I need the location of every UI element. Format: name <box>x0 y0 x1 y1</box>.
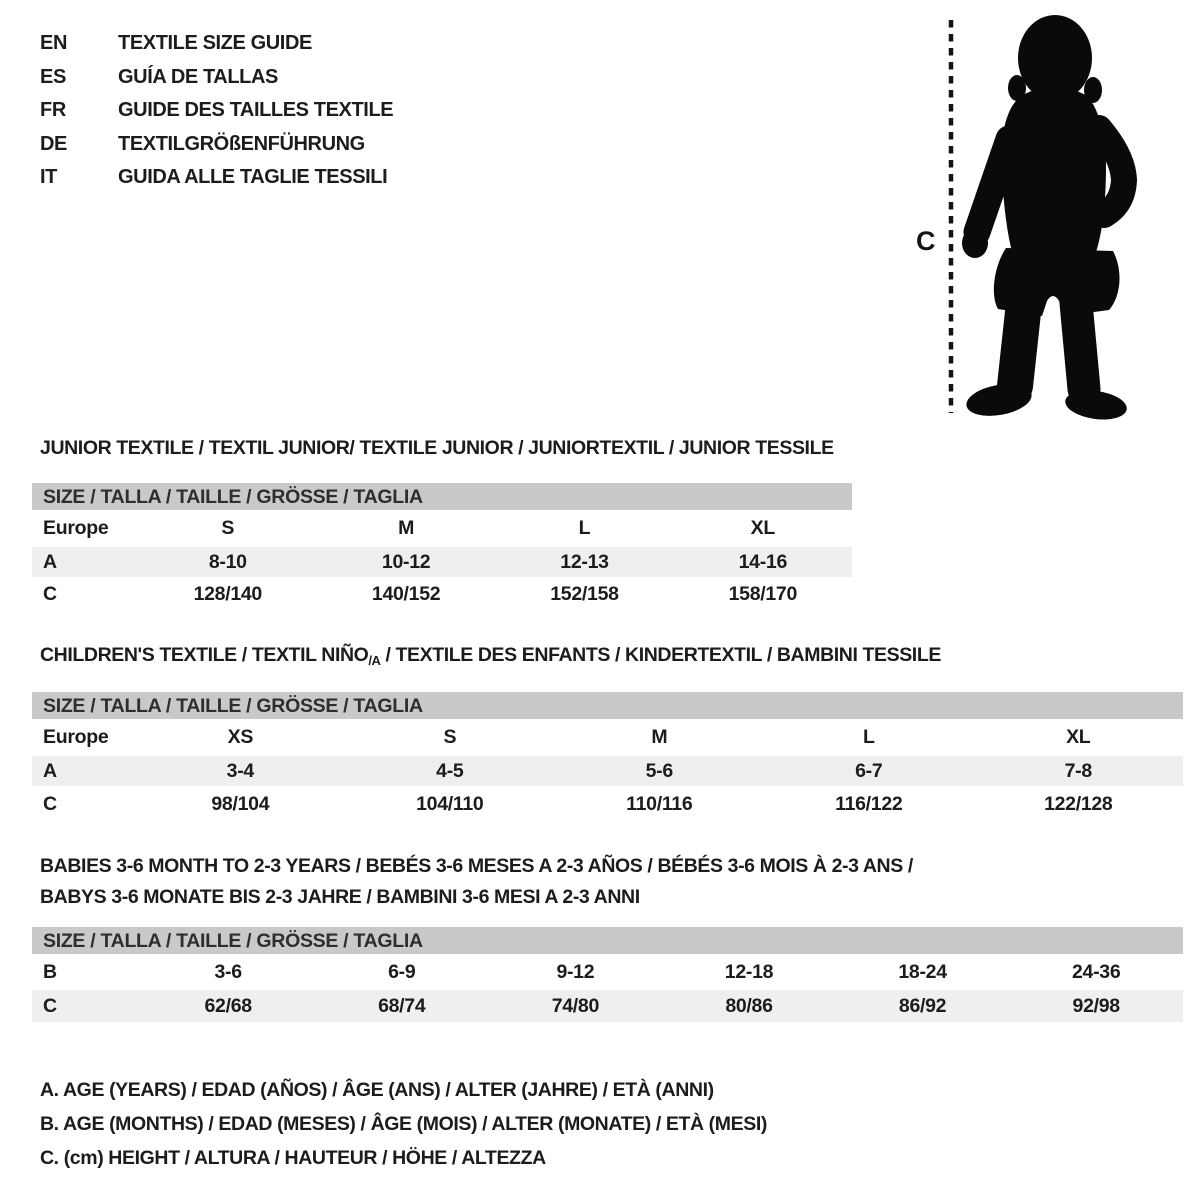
table-cell: 128/140 <box>193 583 262 605</box>
table-cell: 122/128 <box>1044 792 1113 815</box>
size-header-bar: SIZE / TALLA / TAILLE / GRÖSSE / TAGLIA <box>32 483 852 510</box>
table-row-height <box>32 990 1183 1022</box>
language-row-it <box>40 161 393 195</box>
row-label-cell: A <box>43 550 57 573</box>
children-title-pre: CHILDREN'S TEXTILE / TEXTIL NIÑO <box>40 644 369 666</box>
table-cell: 86/92 <box>898 994 947 1017</box>
children-title-post: / TEXTILE DES ENFANTS / KINDERTEXTIL / BAMBINI TESSILE <box>380 644 941 666</box>
language-row-es <box>40 61 393 95</box>
babies-size-table <box>32 927 1183 1022</box>
legend-line-c: C. (cm) HEIGHT / ALTURA / HAUTEUR / HÖHE / ALTEZZA <box>40 1147 546 1169</box>
table-cell: 92/98 <box>1072 994 1120 1017</box>
table-row-age <box>32 547 852 577</box>
language-title: TEXTILE SIZE GUIDE <box>118 32 312 55</box>
table-cell: 10-12 <box>381 550 431 573</box>
language-code: EN <box>40 32 67 55</box>
table-row-height <box>32 786 1183 822</box>
children-section-title <box>40 644 941 668</box>
height-label: C <box>916 226 936 256</box>
row-label-cell: Europe <box>43 517 109 539</box>
height-figure <box>900 8 1190 420</box>
table-cell: 8-10 <box>208 550 247 573</box>
table-cell: 14-16 <box>738 550 787 573</box>
table-cell: 104/110 <box>416 792 484 815</box>
table-cell: L <box>578 517 591 539</box>
table-cell: L <box>862 726 875 748</box>
table-cell: 5-6 <box>645 759 673 782</box>
language-title: GUÍA DE TALLAS <box>118 65 278 88</box>
row-label-cell: C <box>43 994 57 1017</box>
table-cell: 24-36 <box>1072 960 1121 983</box>
table-cell: 6-9 <box>388 960 416 983</box>
table-cell: 12-18 <box>724 960 774 983</box>
table-cell: 9-12 <box>556 960 595 983</box>
language-row-fr <box>40 94 393 128</box>
language-header <box>40 27 393 195</box>
table-cell: 7-8 <box>1064 759 1092 782</box>
legend-line-a: A. AGE (YEARS) / EDAD (AÑOS) / ÂGE (ANS) / ALTER (JAHRE) / ETÀ (ANNI) <box>40 1079 714 1101</box>
table-cell: 74/80 <box>551 994 600 1017</box>
toddler-silhouette-icon <box>962 15 1129 420</box>
language-title: TEXTILGRÖßENFÜHRUNG <box>118 132 365 155</box>
table-cell: 158/170 <box>728 583 798 605</box>
row-label-cell: A <box>43 759 57 782</box>
language-code: ES <box>40 65 66 88</box>
table-cell: 6-7 <box>855 759 883 782</box>
table-cell: M <box>398 517 415 539</box>
babies-section-title <box>40 851 913 913</box>
language-code: IT <box>40 166 57 189</box>
row-label-cell: C <box>43 792 57 815</box>
row-label-cell: C <box>43 583 57 605</box>
table-row-size <box>32 510 852 547</box>
table-cell: 3-4 <box>226 759 254 782</box>
table-cell: 110/116 <box>626 792 693 815</box>
table-cell: XS <box>227 726 254 748</box>
table-cell: 18-24 <box>898 960 947 983</box>
table-cell: 68/74 <box>378 994 426 1017</box>
height-figure-graphic <box>900 8 1190 420</box>
row-label-cell: B <box>43 960 57 983</box>
language-row-de <box>40 128 393 162</box>
row-label-cell: Europe <box>43 726 109 748</box>
table-cell: 152/158 <box>550 583 619 605</box>
size-header-bar: SIZE / TALLA / TAILLE / GRÖSSE / TAGLIA <box>32 927 1183 954</box>
table-cell: 98/104 <box>211 792 270 815</box>
junior-size-table <box>32 483 852 612</box>
language-code: FR <box>40 99 66 122</box>
table-cell: 140/152 <box>371 583 441 605</box>
language-title: GUIDE DES TAILLES TEXTILE <box>118 99 394 122</box>
table-cell: 4-5 <box>436 759 464 782</box>
children-title-subscript: /A <box>368 653 381 668</box>
table-row-height <box>32 577 852 612</box>
junior-section-title: JUNIOR TEXTILE / TEXTIL JUNIOR/ TEXTILE JUNIOR / JUNIORTEXTIL / JUNIOR TESSILE <box>40 437 834 459</box>
legend-line-b: B. AGE (MONTHS) / EDAD (MESES) / ÂGE (MOIS) / ALTER (MONATE) / ETÀ (MESI) <box>40 1113 767 1135</box>
table-cell: 3-6 <box>214 960 242 983</box>
table-row-age-months <box>32 954 1183 990</box>
size-header-bar: SIZE / TALLA / TAILLE / GRÖSSE / TAGLIA <box>32 692 1183 719</box>
table-row-age <box>32 756 1183 786</box>
language-code: DE <box>40 132 67 155</box>
language-row-en <box>40 27 393 61</box>
table-cell: S <box>221 517 235 539</box>
table-cell: 12-13 <box>560 550 609 573</box>
legend <box>40 1073 767 1175</box>
children-size-table <box>32 692 1183 822</box>
table-cell: 62/68 <box>204 994 252 1017</box>
table-row-size <box>32 719 1183 756</box>
table-cell: 116/122 <box>835 792 903 815</box>
table-cell: 80/86 <box>725 994 773 1017</box>
table-cell: M <box>651 726 668 748</box>
babies-title-line2: BABYS 3-6 MONATE BIS 2-3 JAHRE / BAMBINI 3-6 MESI A 2-3 ANNI <box>40 886 640 908</box>
language-title: GUIDA ALLE TAGLIE TESSILI <box>118 166 388 189</box>
babies-title-line1: BABIES 3-6 MONTH TO 2-3 YEARS / BEBÉS 3-6 MESES A 2-3 AÑOS / BÉBÉS 3-6 MOIS À 2-3 ANS / <box>40 855 913 877</box>
table-cell: XL <box>750 517 775 539</box>
table-cell: S <box>443 726 457 748</box>
table-cell: XL <box>1066 726 1091 748</box>
